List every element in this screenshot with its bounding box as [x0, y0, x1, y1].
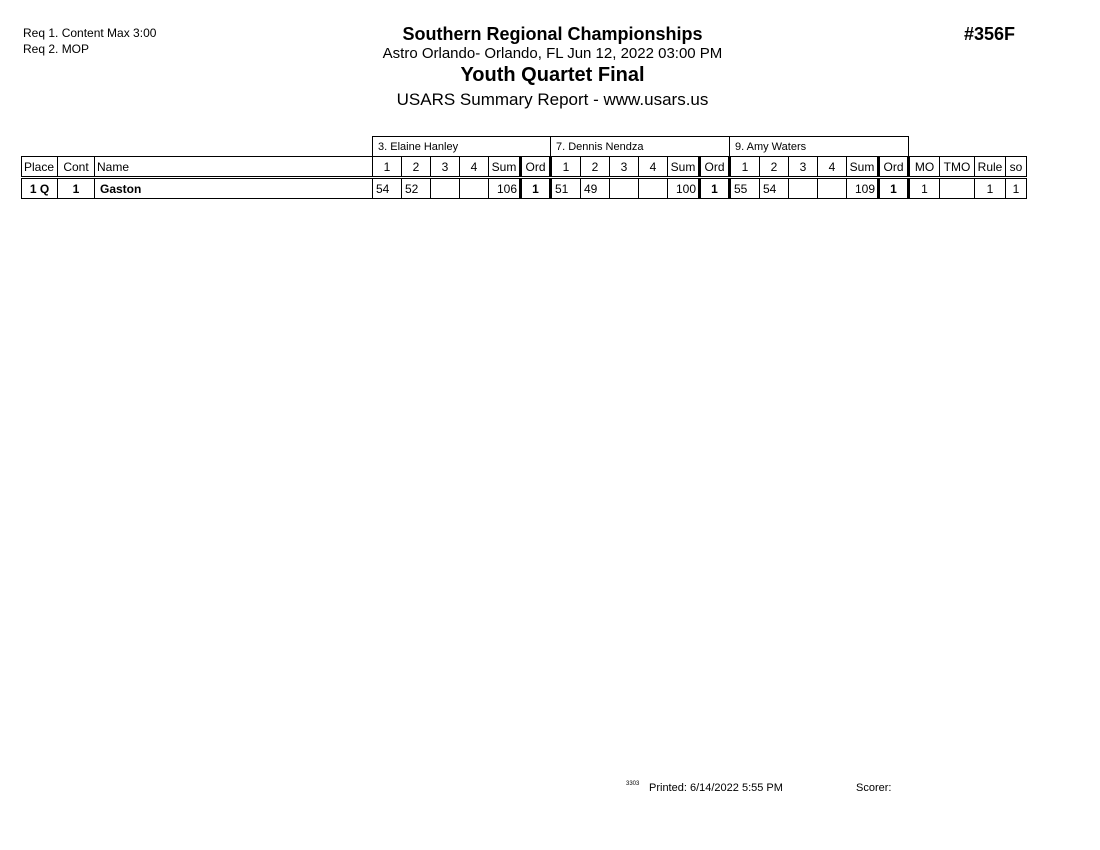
col-j3-mark-1: 1: [730, 157, 760, 178]
col-so: so: [1006, 157, 1027, 178]
col-j1-sum: Sum: [489, 157, 521, 178]
printed-timestamp: Printed: 6/14/2022 5:55 PM: [649, 782, 783, 794]
judge-1-header: 3. Elaine Hanley: [373, 137, 551, 157]
event-number: #356F: [964, 24, 1016, 44]
j3-mark-4: [818, 178, 847, 199]
col-rule: Rule: [975, 157, 1006, 178]
col-j1-mark-4: 4: [460, 157, 489, 178]
requirement-1: Req 1. Content Max 3:00: [23, 26, 157, 40]
col-j1-mark-2: 2: [402, 157, 431, 178]
j1-mark-2: 52: [402, 178, 431, 199]
col-j3-mark-2: 2: [760, 157, 789, 178]
j2-mark-3: [610, 178, 639, 199]
col-j3-mark-4: 4: [818, 157, 847, 178]
tmo-cell: [940, 178, 975, 199]
skater-name-cell: Gaston: [95, 178, 373, 199]
j3-sum: 109: [847, 178, 879, 199]
col-place: Place: [22, 157, 58, 178]
judge-3-header: 9. Amy Waters: [730, 137, 909, 157]
col-cont: Cont: [58, 157, 95, 178]
col-j2-sum: Sum: [668, 157, 700, 178]
col-j2-mark-2: 2: [581, 157, 610, 178]
results-table: [21, 136, 1027, 199]
place-cell: 1 Q: [22, 178, 58, 199]
j1-ord: 1: [521, 178, 551, 199]
col-j3-sum: Sum: [847, 157, 879, 178]
j1-mark-4: [460, 178, 489, 199]
event-title: Youth Quartet Final: [460, 64, 645, 86]
scorer-label: Scorer:: [856, 782, 892, 794]
col-j1-mark-3: 3: [431, 157, 460, 178]
col-j1-mark-1: 1: [373, 157, 402, 178]
col-tmo: TMO: [940, 157, 975, 178]
column-header-row: [22, 157, 1027, 178]
footer-code: 3303: [626, 781, 640, 787]
j1-mark-1: 54: [373, 178, 402, 199]
col-j2-mark-3: 3: [610, 157, 639, 178]
col-mo: MO: [909, 157, 940, 178]
col-j3-mark-3: 3: [789, 157, 818, 178]
j2-mark-4: [639, 178, 668, 199]
j2-ord: 1: [700, 178, 730, 199]
report-title: USARS Summary Report - www.usars.us: [396, 90, 709, 109]
col-j2-mark-4: 4: [639, 157, 668, 178]
j3-mark-1: 55: [730, 178, 760, 199]
j1-mark-3: [431, 178, 460, 199]
so-cell: 1: [1006, 178, 1027, 199]
col-j3-ord: Ord: [879, 157, 909, 178]
col-name: Name: [95, 157, 373, 178]
j2-sum: 100: [668, 178, 700, 199]
col-j2-mark-1: 1: [551, 157, 581, 178]
j3-ord: 1: [879, 178, 909, 199]
rule-cell: 1: [975, 178, 1006, 199]
venue-date: Astro Orlando- Orlando, FL Jun 12, 2022 03:00 PM: [382, 45, 723, 62]
table-row: [22, 178, 1027, 199]
judge-2-header: 7. Dennis Nendza: [551, 137, 730, 157]
judges-row: [22, 137, 1027, 157]
col-j2-ord: Ord: [700, 157, 730, 178]
competition-title: Southern Regional Championships: [402, 24, 703, 44]
col-j1-ord: Ord: [521, 157, 551, 178]
cont-cell: 1: [58, 178, 95, 199]
mo-cell: 1: [909, 178, 940, 199]
j3-mark-2: 54: [760, 178, 789, 199]
j1-sum: 106: [489, 178, 521, 199]
requirement-2: Req 2. MOP: [23, 42, 90, 56]
j2-mark-1: 51: [551, 178, 581, 199]
j2-mark-2: 49: [581, 178, 610, 199]
j3-mark-3: [789, 178, 818, 199]
